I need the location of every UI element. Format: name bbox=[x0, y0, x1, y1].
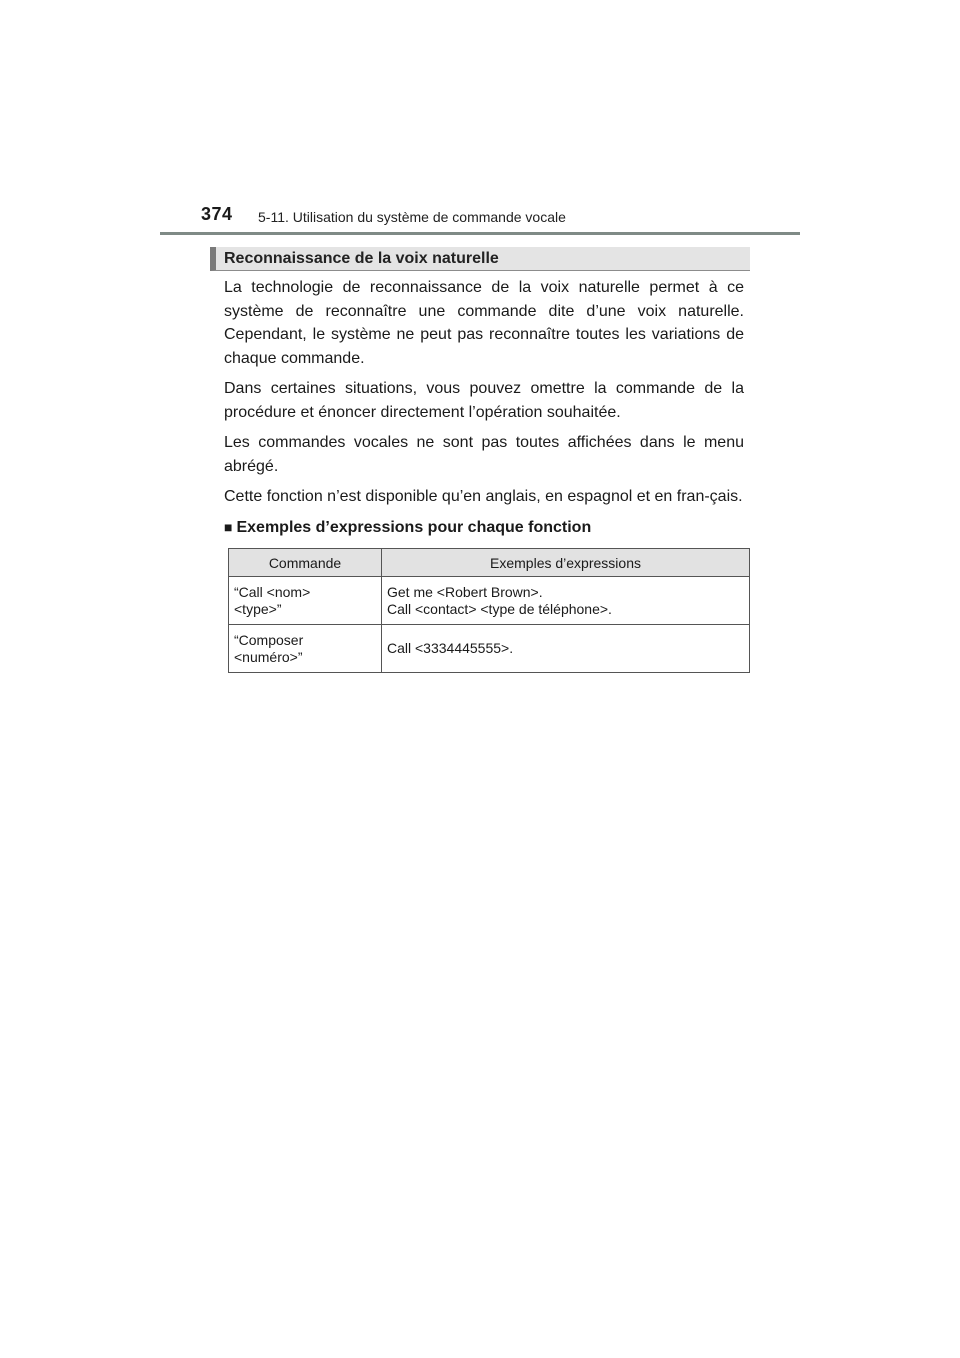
column-header-examples: Exemples d’expressions bbox=[382, 549, 750, 577]
cell-line: Get me <Robert Brown>. bbox=[387, 583, 543, 600]
square-bullet-icon: ■ bbox=[224, 518, 233, 535]
cell-line: Call <contact> <type de téléphone>. bbox=[387, 600, 612, 617]
cell-line: “Call <nom> bbox=[234, 583, 311, 600]
cell-line: “Composer bbox=[234, 631, 304, 648]
examples-cell bbox=[382, 625, 750, 673]
command-cell bbox=[229, 577, 382, 625]
running-header: 5-11. Utilisation du système de commande vocale bbox=[258, 209, 566, 225]
paragraph: Les commandes vocales ne sont pas toutes affichées dans le menu abrégé. bbox=[224, 434, 744, 475]
table-row bbox=[229, 577, 750, 625]
table-header-row bbox=[229, 549, 750, 577]
expressions-table bbox=[228, 548, 750, 673]
subheading bbox=[224, 516, 744, 539]
paragraph: La technologie de reconnaissance de la voix naturelle permet à ce système de reconnaître une commande dite d’une voix naturelle. Cependant, le système ne peut pas reconnaître toutes les variations de chaque commande. bbox=[224, 279, 744, 367]
page-number: 374 bbox=[201, 204, 233, 224]
subheading-text: Exemples d’expressions pour chaque fonction bbox=[236, 518, 592, 536]
paragraph: Dans certaines situations, vous pouvez omettre la commande de la procédure et énoncer directement l’opération souhaitée. bbox=[224, 380, 744, 421]
examples-cell bbox=[382, 577, 750, 625]
paragraph: Cette fonction n’est disponible qu’en anglais, en espagnol et en fran-çais. bbox=[224, 488, 743, 505]
cell-line: <type>” bbox=[234, 600, 282, 617]
section-body bbox=[224, 276, 744, 539]
section-heading: Reconnaissance de la voix naturelle bbox=[210, 247, 750, 271]
column-header-command: Commande bbox=[229, 549, 382, 577]
command-cell bbox=[229, 625, 382, 673]
cell-line: Call <3334445555>. bbox=[387, 640, 514, 656]
header-rule bbox=[160, 232, 800, 235]
table-row bbox=[229, 625, 750, 673]
cell-line: <numéro>” bbox=[234, 648, 303, 665]
